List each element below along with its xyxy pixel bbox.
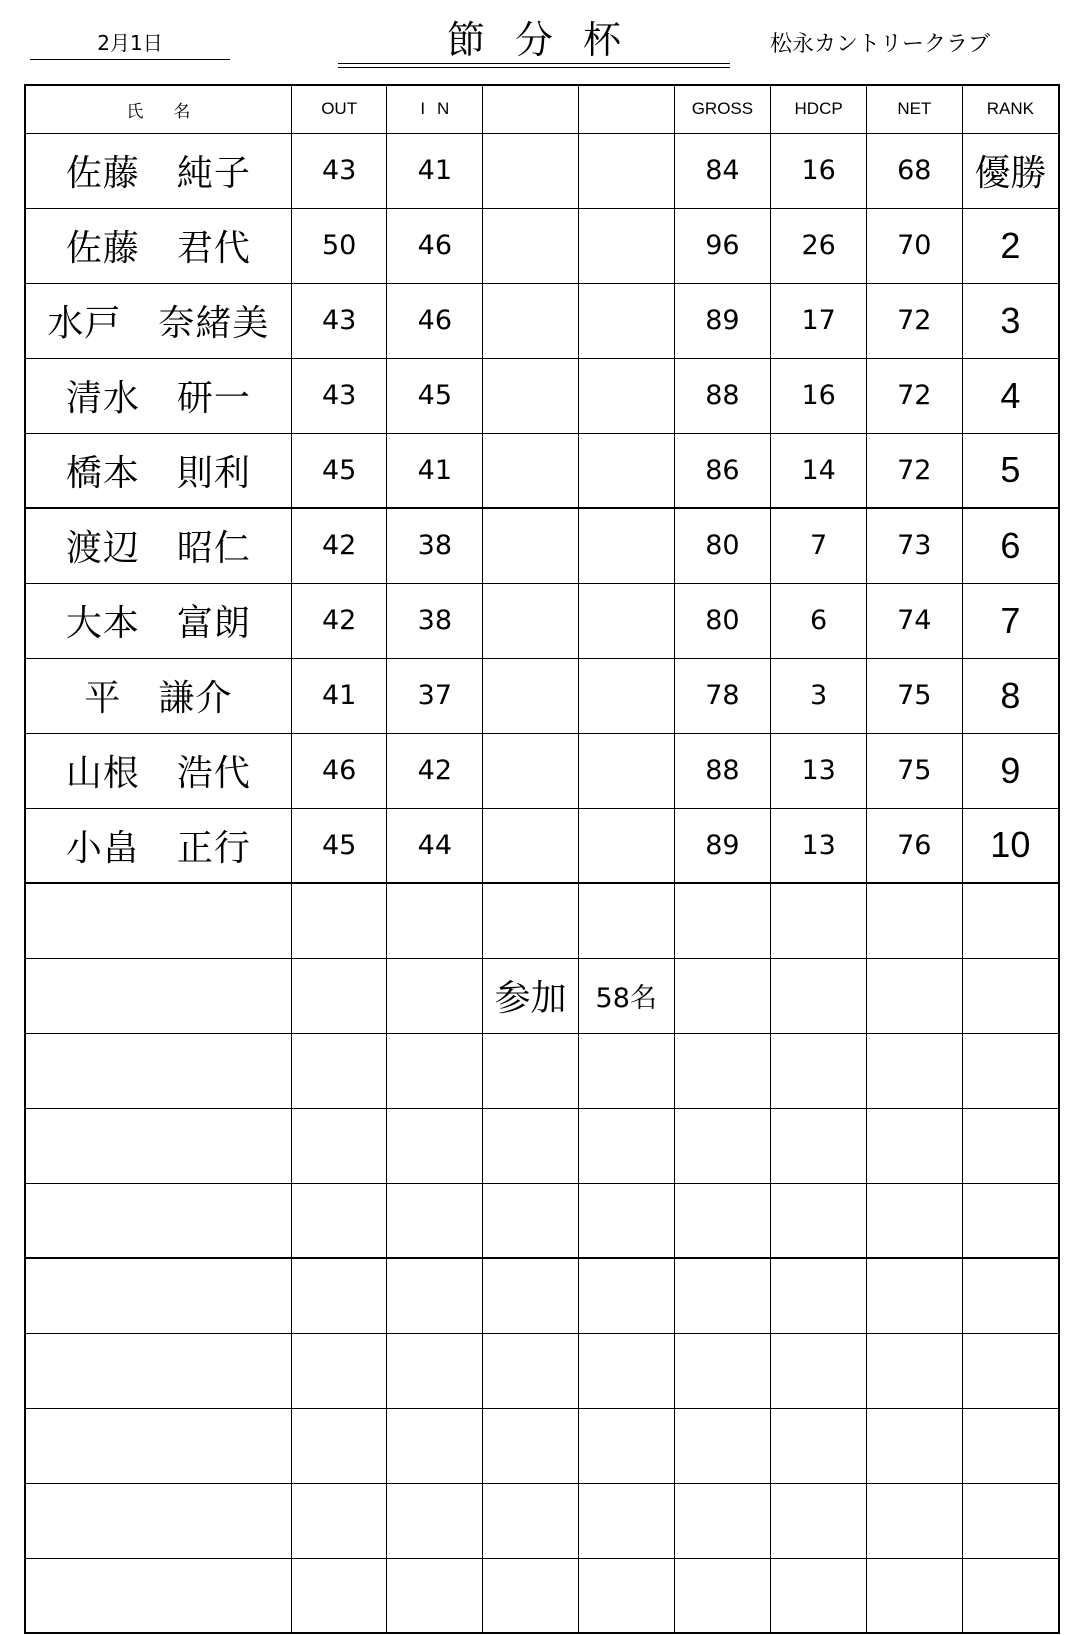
blank-cell	[578, 883, 674, 958]
blank-cell	[387, 883, 483, 958]
page-title: 節分杯	[446, 18, 651, 62]
blank-cell	[291, 1108, 387, 1183]
player-name: 清水 研一	[25, 358, 291, 433]
player-name: 平 謙介	[25, 658, 291, 733]
blank-cell	[387, 958, 483, 1033]
blank-cell	[387, 1033, 483, 1108]
blank-cell	[483, 1258, 579, 1333]
hdcp-value: 16	[771, 133, 867, 208]
blank-cell	[866, 1258, 962, 1333]
table-row	[25, 658, 1059, 733]
table-row	[25, 1108, 1059, 1183]
hdcp-value: 14	[771, 433, 867, 508]
blank-cell	[962, 1333, 1059, 1408]
blank-cell	[962, 1408, 1059, 1483]
blank-cell	[578, 508, 674, 583]
blank-cell	[25, 1258, 291, 1333]
header-name: 氏名	[25, 85, 291, 133]
blank-cell	[483, 283, 579, 358]
blank-cell	[578, 658, 674, 733]
blank-cell	[866, 1558, 962, 1633]
table-row	[25, 1558, 1059, 1633]
blank-cell	[483, 583, 579, 658]
blank-cell	[674, 1183, 771, 1258]
blank-cell	[771, 1333, 867, 1408]
gross-score: 88	[674, 358, 771, 433]
blank-cell	[483, 508, 579, 583]
blank-cell	[578, 1033, 674, 1108]
blank-cell	[291, 958, 387, 1033]
blank-cell	[483, 733, 579, 808]
blank-cell	[771, 1558, 867, 1633]
gross-score: 80	[674, 583, 771, 658]
blank-cell	[866, 1483, 962, 1558]
blank-cell	[962, 958, 1059, 1033]
table-row	[25, 1408, 1059, 1483]
rank-value: 優勝	[962, 133, 1059, 208]
blank-cell	[25, 1033, 291, 1108]
blank-cell	[387, 1483, 483, 1558]
out-score: 43	[291, 358, 387, 433]
blank-cell	[25, 1558, 291, 1633]
out-score: 42	[291, 508, 387, 583]
blank-cell	[578, 133, 674, 208]
blank-cell	[674, 883, 771, 958]
blank-cell	[771, 1108, 867, 1183]
table-header-row	[25, 85, 1059, 133]
table-row	[25, 583, 1059, 658]
rank-value: 6	[962, 508, 1059, 583]
blank-cell	[771, 883, 867, 958]
table-row	[25, 1033, 1059, 1108]
header-net: NET	[866, 85, 962, 133]
gross-score: 80	[674, 508, 771, 583]
blank-cell	[962, 1033, 1059, 1108]
blank-cell	[483, 1183, 579, 1258]
hdcp-value: 17	[771, 283, 867, 358]
blank-cell	[866, 1408, 962, 1483]
blank-cell	[291, 1408, 387, 1483]
net-score: 70	[866, 208, 962, 283]
blank-cell	[291, 1183, 387, 1258]
net-score: 72	[866, 283, 962, 358]
blank-cell	[387, 1108, 483, 1183]
out-score: 41	[291, 658, 387, 733]
rank-value: 3	[962, 283, 1059, 358]
blank-cell	[387, 1558, 483, 1633]
blank-cell	[483, 208, 579, 283]
net-score: 68	[866, 133, 962, 208]
player-name: 佐藤 君代	[25, 208, 291, 283]
net-score: 73	[866, 508, 962, 583]
table-row	[25, 1483, 1059, 1558]
blank-cell	[674, 1333, 771, 1408]
blank-cell	[483, 1483, 579, 1558]
header-blank-2	[578, 85, 674, 133]
hdcp-value: 3	[771, 658, 867, 733]
blank-cell	[866, 958, 962, 1033]
header-rank: RANK	[962, 85, 1059, 133]
player-name: 渡辺 昭仁	[25, 508, 291, 583]
table-row	[25, 1258, 1059, 1333]
table-row	[25, 883, 1059, 958]
blank-cell	[291, 1558, 387, 1633]
rank-value: 10	[962, 808, 1059, 883]
blank-cell	[25, 1483, 291, 1558]
out-score: 43	[291, 133, 387, 208]
blank-cell	[771, 1408, 867, 1483]
header-in: IN	[387, 85, 483, 133]
net-score: 72	[866, 358, 962, 433]
gross-score: 78	[674, 658, 771, 733]
blank-cell	[578, 358, 674, 433]
player-name: 小畠 正行	[25, 808, 291, 883]
blank-cell	[866, 1108, 962, 1183]
blank-cell	[291, 1033, 387, 1108]
blank-cell	[578, 283, 674, 358]
participants-label: 参加	[483, 958, 579, 1033]
blank-cell	[578, 1108, 674, 1183]
out-score: 46	[291, 733, 387, 808]
blank-cell	[483, 658, 579, 733]
blank-cell	[578, 1558, 674, 1633]
blank-cell	[483, 1333, 579, 1408]
blank-cell	[578, 1258, 674, 1333]
blank-cell	[674, 1408, 771, 1483]
gross-score: 88	[674, 733, 771, 808]
blank-cell	[674, 1108, 771, 1183]
rank-value: 2	[962, 208, 1059, 283]
blank-cell	[483, 1108, 579, 1183]
table-row	[25, 1333, 1059, 1408]
gross-score: 86	[674, 433, 771, 508]
blank-cell	[674, 1033, 771, 1108]
out-score: 45	[291, 808, 387, 883]
blank-cell	[866, 883, 962, 958]
gross-score: 89	[674, 808, 771, 883]
player-name: 山根 浩代	[25, 733, 291, 808]
blank-cell	[387, 1258, 483, 1333]
blank-cell	[483, 133, 579, 208]
net-score: 75	[866, 658, 962, 733]
blank-cell	[962, 1483, 1059, 1558]
blank-cell	[387, 1183, 483, 1258]
in-score: 46	[387, 283, 483, 358]
blank-cell	[771, 958, 867, 1033]
rank-value: 8	[962, 658, 1059, 733]
participants-count: 58名	[578, 958, 674, 1033]
header-hdcp: HDCP	[771, 85, 867, 133]
out-score: 50	[291, 208, 387, 283]
hdcp-value: 26	[771, 208, 867, 283]
blank-cell	[674, 1258, 771, 1333]
player-name: 大本 富朗	[25, 583, 291, 658]
in-score: 42	[387, 733, 483, 808]
rank-value: 5	[962, 433, 1059, 508]
in-score: 41	[387, 433, 483, 508]
blank-cell	[387, 1333, 483, 1408]
blank-cell	[483, 433, 579, 508]
hdcp-value: 16	[771, 358, 867, 433]
blank-cell	[291, 1258, 387, 1333]
table-row	[25, 433, 1059, 508]
hdcp-value: 13	[771, 808, 867, 883]
hdcp-value: 7	[771, 508, 867, 583]
blank-cell	[771, 1483, 867, 1558]
blank-cell	[483, 1408, 579, 1483]
table-row	[25, 958, 1059, 1033]
table-row	[25, 733, 1059, 808]
in-score: 46	[387, 208, 483, 283]
player-name: 橋本 則利	[25, 433, 291, 508]
date-underline	[30, 59, 230, 60]
gross-score: 96	[674, 208, 771, 283]
table-row	[25, 808, 1059, 883]
table-row	[25, 208, 1059, 283]
hdcp-value: 13	[771, 733, 867, 808]
out-score: 45	[291, 433, 387, 508]
blank-cell	[771, 1258, 867, 1333]
blank-cell	[674, 1483, 771, 1558]
blank-cell	[771, 1033, 867, 1108]
blank-cell	[578, 208, 674, 283]
player-name: 水戸 奈緒美	[25, 283, 291, 358]
net-score: 74	[866, 583, 962, 658]
blank-cell	[578, 583, 674, 658]
blank-cell	[578, 1333, 674, 1408]
results-table	[24, 84, 1060, 1634]
title-underline-top	[338, 63, 730, 64]
in-score: 45	[387, 358, 483, 433]
blank-cell	[25, 1183, 291, 1258]
blank-cell	[866, 1183, 962, 1258]
blank-cell	[866, 1333, 962, 1408]
gross-score: 84	[674, 133, 771, 208]
header-gross: GROSS	[674, 85, 771, 133]
rank-value: 9	[962, 733, 1059, 808]
header-blank-1	[483, 85, 579, 133]
rank-value: 4	[962, 358, 1059, 433]
club-name: 松永カントリークラブ	[770, 32, 991, 57]
net-score: 75	[866, 733, 962, 808]
in-score: 38	[387, 583, 483, 658]
blank-cell	[962, 1558, 1059, 1633]
rank-value: 7	[962, 583, 1059, 658]
blank-cell	[674, 1558, 771, 1633]
header-out: OUT	[291, 85, 387, 133]
blank-cell	[962, 1108, 1059, 1183]
blank-cell	[578, 1183, 674, 1258]
blank-cell	[291, 1333, 387, 1408]
blank-cell	[25, 958, 291, 1033]
in-score: 38	[387, 508, 483, 583]
blank-cell	[578, 808, 674, 883]
player-name: 佐藤 純子	[25, 133, 291, 208]
in-score: 41	[387, 133, 483, 208]
net-score: 72	[866, 433, 962, 508]
blank-cell	[291, 883, 387, 958]
blank-cell	[25, 883, 291, 958]
blank-cell	[578, 433, 674, 508]
blank-cell	[483, 883, 579, 958]
title-underline-bottom	[338, 67, 730, 68]
blank-cell	[25, 1108, 291, 1183]
net-score: 76	[866, 808, 962, 883]
out-score: 42	[291, 583, 387, 658]
table-row	[25, 358, 1059, 433]
blank-cell	[771, 1183, 867, 1258]
blank-cell	[578, 1483, 674, 1558]
table-row	[25, 1183, 1059, 1258]
table-row	[25, 508, 1059, 583]
table-row	[25, 283, 1059, 358]
blank-cell	[962, 1258, 1059, 1333]
hdcp-value: 6	[771, 583, 867, 658]
date-label: 2月1日	[97, 31, 163, 55]
blank-cell	[483, 808, 579, 883]
blank-cell	[962, 1183, 1059, 1258]
blank-cell	[291, 1483, 387, 1558]
blank-cell	[25, 1333, 291, 1408]
blank-cell	[483, 358, 579, 433]
blank-cell	[578, 1408, 674, 1483]
blank-cell	[578, 733, 674, 808]
gross-score: 89	[674, 283, 771, 358]
blank-cell	[387, 1408, 483, 1483]
blank-cell	[25, 1408, 291, 1483]
blank-cell	[866, 1033, 962, 1108]
blank-cell	[674, 958, 771, 1033]
blank-cell	[483, 1033, 579, 1108]
in-score: 44	[387, 808, 483, 883]
blank-cell	[483, 1558, 579, 1633]
table-row	[25, 133, 1059, 208]
blank-cell	[962, 883, 1059, 958]
in-score: 37	[387, 658, 483, 733]
out-score: 43	[291, 283, 387, 358]
